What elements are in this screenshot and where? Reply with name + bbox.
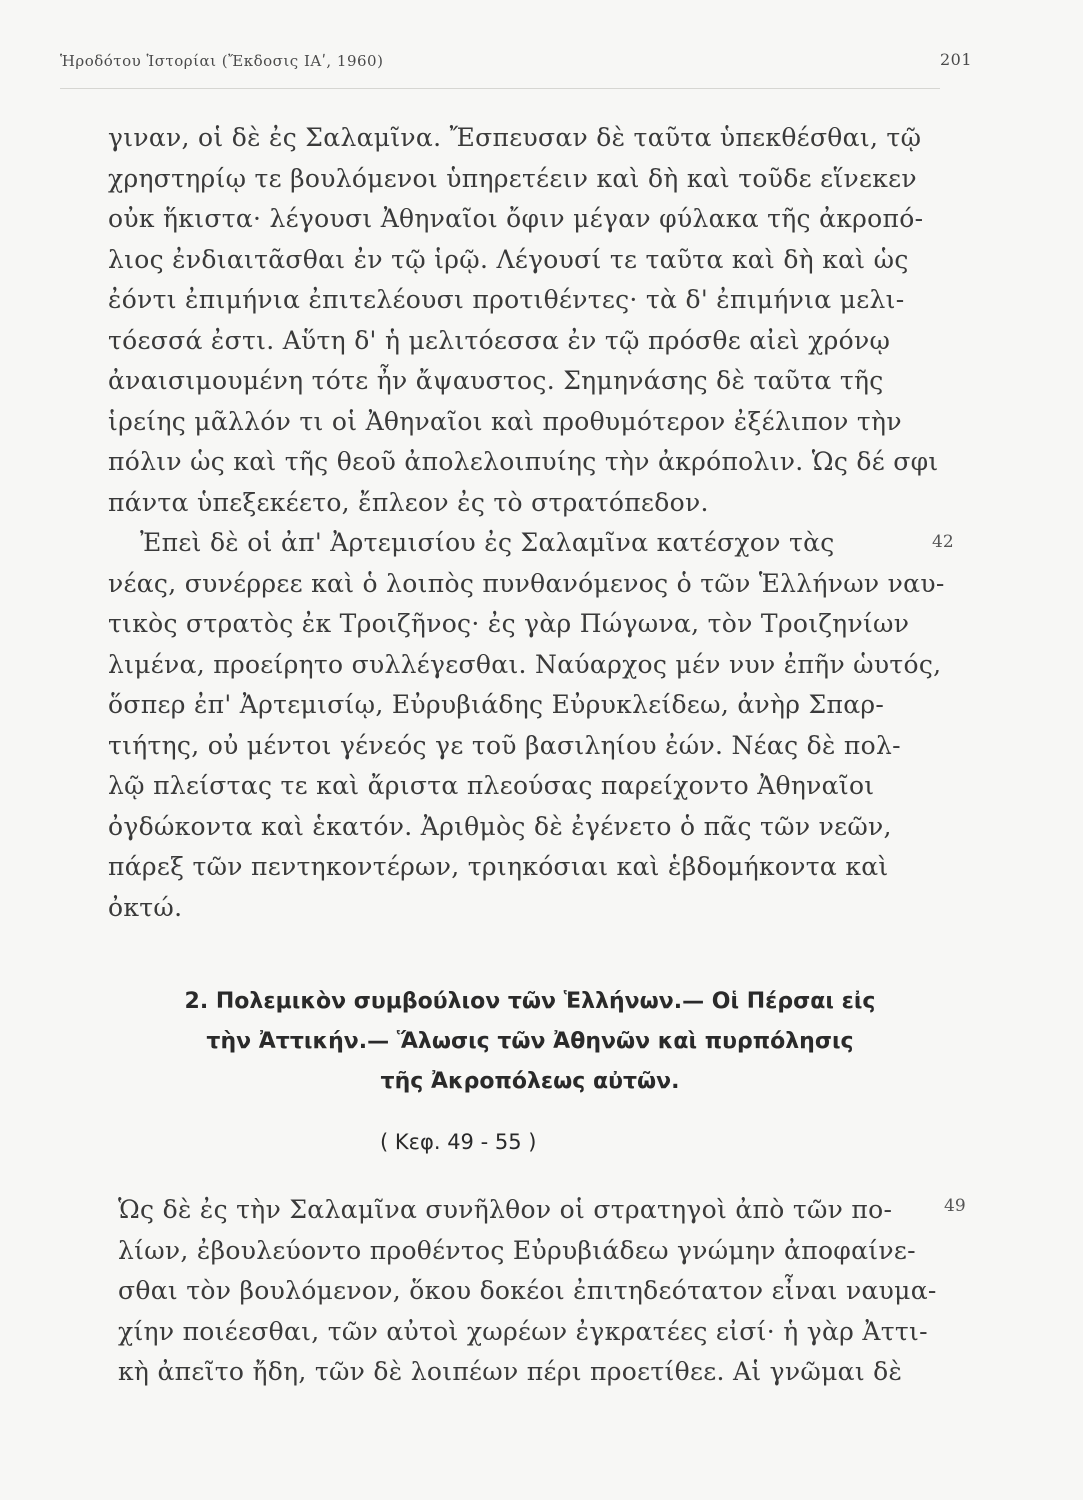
text-line: ἀναισιμουμένη τότε ἦν ἄψαυστος. Σημηνάσης δὲ ταῦτα τῆς [108,366,884,395]
heading-line: 2. Πολεμικὸν συμβούλιον τῶν Ἑλλήνων.— Οἱ Πέρσαι εἰς [184,989,876,1014]
chapter-reference: ( Κεφ. 49 - 55 ) [380,1130,537,1154]
text-line: ἐόντι ἐπιμήνια ἐπιτελέουσι προτιθέντες· τὰ δ' ἐπιμήνια μελι- [108,285,905,314]
section-2-text [118,1190,948,1393]
text-line: χίην ποιέεσθαι, τῶν αὐτοὶ χωρέων ἐγκρατέες εἰσί· ἡ γὰρ Ἀττι- [118,1316,928,1346]
text-line: σθαι τὸν βουλόμενον, ὅκου δοκέοι ἐπιτηδεότατον εἶναι ναυμα- [118,1276,937,1305]
text-line: ὅσπερ ἐπ' Ἀρτεμισίῳ, Εὐρυβιάδης Εὐρυκλείδεω, ἀνὴρ Σπαρ- [108,690,885,719]
text-line: πόλιν ὡς καὶ τῆς θεοῦ ἀπολελοιπυίης τὴν ἀκρόπολιν. Ὡς δέ σφι [108,447,939,476]
text-line: τικὸς στρατὸς ἐκ Τροιζῆνος· ἐς γὰρ Πώγωνα, τὸν Τροιζηνίων [108,609,910,638]
text-line: πάρεξ τῶν πεντηκοντέρων, τριηκόσιαι καὶ ἑβδομήκοντα καὶ [108,852,889,881]
text-line: λιμένα, προείρητο συλλέγεσθαι. Ναύαρχος μέν νυν ἐπῆν ὡυτός, [108,649,942,679]
text-line: τόεσσά ἐστι. Αὕτη δ' ἡ μελιτόεσσα ἐν τῷ πρόσθε αἰεὶ χρόνῳ [108,325,891,355]
text-line: νέας, συνέρρεε καὶ ὁ λοιπὸς πυνθανόμενος ὁ τῶν Ἑλλήνων ναυ- [108,568,945,598]
text-line: ὀγδώκοντα καὶ ἑκατόν. Ἀριθμὸς δὲ ἐγένετο ὁ πᾶς τῶν νεῶν, [108,811,892,841]
margin-section-number: 42 [932,532,954,552]
text-line: κὴ ἀπεῖτο ἤδη, τῶν δὲ λοιπέων πέρι προετίθεε. Αἱ γνῶμαι δὲ [118,1357,903,1386]
heading-line: τὴν Ἀττικήν.— Ἅλωσις τῶν Ἀθηνῶν καὶ πυρπόλησις [206,1029,854,1054]
text-line: ἱρείης μᾶλλόν τι οἱ Ἀθηναῖοι καὶ προθυμότερον ἐξέλιπον τὴν [108,406,902,436]
header-rule [60,88,940,89]
margin-section-number: 49 [944,1196,966,1216]
text-line: οὐκ ἥκιστα· λέγουσι Ἀθηναῖοι ὄφιν μέγαν φύλακα τῆς ἀκροπό- [108,204,924,233]
running-head [60,44,1020,80]
page-number: 201 [939,50,972,69]
text-line: Ὡς δὲ ἐς τὴν Σαλαμῖνα συνῆλθον οἱ στρατηγοὶ ἀπὸ τῶν πο- [118,1195,893,1224]
text-line: πάντα ὑπεξεκέετο, ἔπλεον ἐς τὸ στρατόπεδον. [108,487,709,517]
heading-line: τῆς Ἀκροπόλεως αὐτῶν. [380,1069,680,1094]
text-line: λίων, ἐβουλεύοντο προθέντος Εὐρυβιάδεω γνώμην ἀποφαίνε- [118,1235,916,1265]
text-line: χρηστηρίῳ τε βουλόμενοι ὑπηρετέειν καὶ δὴ καὶ τοῦδε εἵνεκεν [108,163,917,193]
text-line: λιος ἐνδιαιτᾶσθαι ἐν τῷ ἱρῷ. Λέγουσί τε ταῦτα καὶ δὴ καὶ ὡς [108,244,909,274]
text-line: λῷ πλείστας τε καὶ ἄριστα πλεούσας παρείχοντο Ἀθηναῖοι [108,771,875,800]
text-line: γιναν, οἱ δὲ ἐς Σαλαμῖνα. Ἔσπευσαν δὲ ταῦτα ὑπεκθέσθαι, τῷ [108,123,922,152]
text-line: τιήτης, οὐ μέντοι γένεός γε τοῦ βασιληίου ἐών. Νέας δὲ πολ- [108,730,901,760]
text-line: ὀκτώ. [108,892,183,922]
section-heading [100,982,960,1102]
running-head-title: Ἡροδότου Ἱστορίαι (Ἔκδοσις ΙΑʹ, 1960) [60,52,384,70]
text-line: Ἐπεὶ δὲ οἱ ἀπ' Ἀρτεμισίου ἐς Σαλαμῖνα κατέσχον τὰς [140,528,835,557]
